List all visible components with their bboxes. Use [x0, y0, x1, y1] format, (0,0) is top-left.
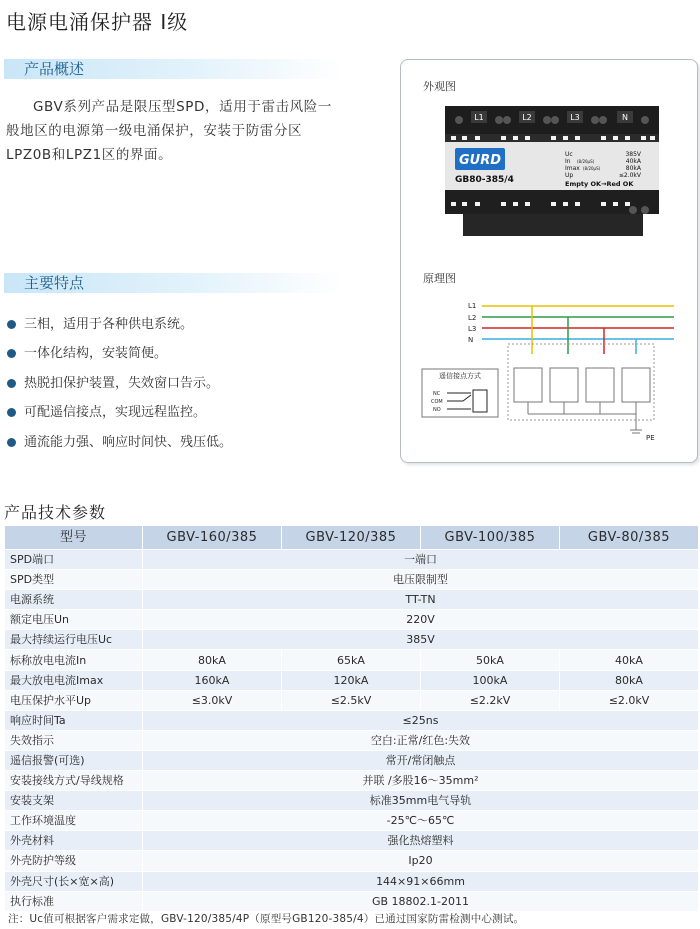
overview-line-3: LPZ0B和LPZ1区的界面。: [6, 147, 173, 163]
row-value: 50kA: [421, 650, 560, 670]
table-row: [5, 831, 699, 851]
table-row: [5, 670, 699, 690]
row-value: 120kA: [282, 670, 421, 690]
row-value: GB 18802.1-2011: [143, 891, 699, 911]
feature-list: [6, 315, 232, 462]
table-row: [5, 610, 699, 630]
spec-sub: (8/20μS): [583, 166, 601, 171]
contact-nc: NC: [433, 391, 441, 397]
column-header: GBV-80/385: [560, 526, 699, 550]
line-label: N: [468, 336, 474, 344]
brand-logo-text: GURD: [458, 153, 502, 168]
features-section-header: [4, 273, 343, 293]
table-title: 产品技术参数: [4, 503, 107, 522]
overview-line-2: 般地区的电源第一级电涌保护，安装于防雷分区: [6, 123, 303, 139]
row-value: 160kA: [143, 670, 282, 690]
device-photo: [445, 106, 659, 238]
row-value: 标准35mm电气导轨: [143, 791, 699, 811]
row-value: 40kA: [560, 650, 699, 670]
table-row: [5, 570, 699, 590]
overview-line-1: GBV系列产品是限压型SPD，适用于雷击风险一: [33, 99, 332, 115]
row-value: 空白:正常/红色:失效: [143, 730, 699, 750]
row-label: 电压保护水平Up: [5, 690, 143, 710]
row-label: SPD端口: [5, 550, 143, 570]
table-row: [5, 630, 699, 650]
table-row: [5, 811, 699, 831]
row-value: -25℃～65℃: [143, 811, 699, 831]
row-label: 外壳尺寸(长×宽×高): [5, 871, 143, 891]
table-row: [5, 590, 699, 610]
row-label: 外壳材料: [5, 831, 143, 851]
row-value: 一端口: [143, 550, 699, 570]
row-value: 80kA: [143, 650, 282, 670]
row-value: 65kA: [282, 650, 421, 670]
status-indicator-text: Empty OK→Red OK: [565, 180, 634, 188]
terminal-l3: L3: [570, 113, 580, 122]
spec-key: In: [565, 158, 571, 165]
remote-signal-box: [421, 368, 499, 418]
row-label: 失效指示: [5, 730, 143, 750]
appearance-label: 外观图: [423, 80, 456, 93]
spec-value: 385V: [625, 151, 641, 158]
row-value: 强化热熔塑料: [143, 831, 699, 851]
feature-item: 通流能力强、响应时间快、残压低。: [6, 433, 232, 462]
table-row: [5, 851, 699, 871]
pe-label: PE: [646, 434, 655, 442]
row-label: SPD类型: [5, 570, 143, 590]
row-value: 电压限制型: [143, 570, 699, 590]
spec-key: Up: [565, 172, 574, 179]
line-label: L1: [468, 302, 477, 310]
column-header: GBV-160/385: [143, 526, 282, 550]
feature-item: 一体化结构，安装简便。: [6, 344, 232, 373]
overview-description: [6, 95, 346, 167]
spec-value: 80kA: [625, 165, 641, 172]
row-value: ≤25ns: [143, 710, 699, 730]
ground-connections: [528, 402, 642, 433]
row-label: 外壳防护等级: [5, 851, 143, 871]
row-value: 常开/常闭触点: [143, 750, 699, 770]
row-label: 最大放电电流Imax: [5, 670, 143, 690]
schematic-label: 原理图: [423, 272, 456, 285]
feature-item: 可配遥信接点，实现远程监控。: [6, 403, 232, 432]
row-label: 电源系统: [5, 590, 143, 610]
table-row: [5, 791, 699, 811]
line-label: L2: [468, 314, 477, 322]
terminal-n: N: [622, 113, 628, 122]
table-row: [5, 871, 699, 891]
row-value: ≤3.0kV: [143, 690, 282, 710]
row-label: 标称放电电流In: [5, 650, 143, 670]
row-value: ≤2.2kV: [421, 690, 560, 710]
row-label: 安装接线方式/导线规格: [5, 771, 143, 791]
feature-item: 三相，适用于各种供电系统。: [6, 315, 232, 344]
table-row: [5, 690, 699, 710]
phase-lines: [482, 306, 674, 354]
page-title: 电源电涌保护器 I级: [6, 10, 189, 34]
features-heading: 主要特点: [24, 274, 85, 292]
row-value: Ip20: [143, 851, 699, 871]
spec-table: [4, 525, 699, 912]
column-header: 型号: [5, 526, 143, 550]
table-row: [5, 710, 699, 730]
row-label: 响应时间Ta: [5, 710, 143, 730]
spec-value: ≤2.0kV: [618, 172, 641, 179]
row-label: 最大持续运行电压Uc: [5, 630, 143, 650]
table-row: [5, 771, 699, 791]
column-header: GBV-100/385: [421, 526, 560, 550]
row-value: 144×91×66mm: [143, 871, 699, 891]
contact-no: NO: [433, 407, 441, 413]
protection-modules: [514, 368, 650, 402]
spec-key: Uc: [565, 151, 573, 158]
row-value: TT-TN: [143, 590, 699, 610]
phase-labels: [468, 302, 476, 344]
table-row: [5, 891, 699, 911]
row-value: 385V: [143, 630, 699, 650]
overview-heading: 产品概述: [24, 60, 85, 78]
table-row: [5, 650, 699, 670]
spec-value: 40kA: [625, 158, 641, 165]
device-model: GB80-385/4: [455, 175, 514, 185]
footnote: 注：Uc值可根据客户需求定做，GBV-120/385/4P（原型号GB120-385/4）已通过国家防雷检测中心测试。: [8, 913, 525, 925]
line-label: L3: [468, 325, 477, 333]
row-label: 遥信报警(可选): [5, 750, 143, 770]
device-base: [463, 214, 643, 236]
terminal-l2: L2: [522, 113, 532, 122]
remote-signal-title: 遥信接点方式: [439, 372, 481, 380]
row-value: 80kA: [560, 670, 699, 690]
row-label: 安装支架: [5, 791, 143, 811]
overview-section-header: [4, 59, 343, 79]
row-value: 并联 /多股16～35mm²: [143, 771, 699, 791]
table-row: [5, 550, 699, 570]
column-header: GBV-120/385: [282, 526, 421, 550]
row-label: 额定电压Un: [5, 610, 143, 630]
spec-sub: (8/20μS): [577, 159, 595, 164]
table-header-row: [5, 526, 699, 550]
spec-key: Imax: [565, 165, 580, 172]
row-label: 执行标准: [5, 891, 143, 911]
row-label: 工作环境温度: [5, 811, 143, 831]
row-value: 100kA: [421, 670, 560, 690]
feature-item: 热脱扣保护装置，失效窗口告示。: [6, 374, 232, 403]
row-value: ≤2.5kV: [282, 690, 421, 710]
row-value: 220V: [143, 610, 699, 630]
row-value: ≤2.0kV: [560, 690, 699, 710]
contact-com: COM: [431, 399, 443, 405]
table-row: [5, 730, 699, 750]
table-row: [5, 750, 699, 770]
terminal-l1: L1: [474, 113, 484, 122]
